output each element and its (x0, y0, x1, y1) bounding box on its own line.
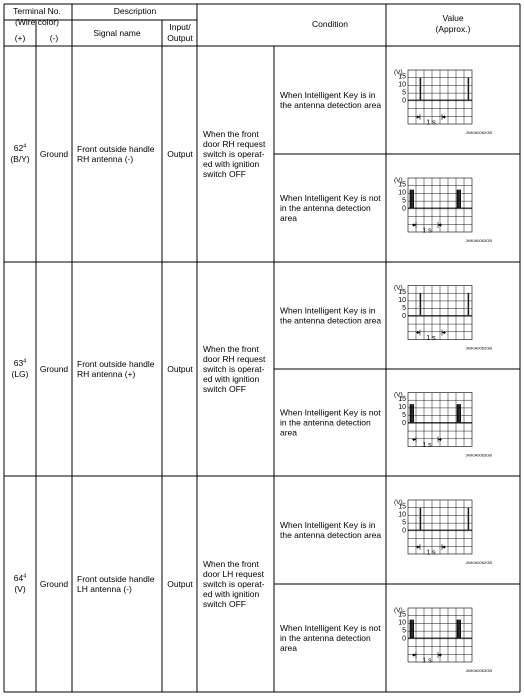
wire-color: (LG) (11, 369, 29, 379)
scope-tick-label: 10 (398, 189, 406, 197)
scope-unit-label: (V) (394, 607, 403, 614)
scope-tick-label: 0 (402, 635, 406, 643)
terminal-number (14, 573, 27, 583)
scope-tick-label: 10 (398, 81, 406, 89)
sub-condition-text: the antenna detection area (280, 315, 382, 326)
header-value: Value (442, 13, 464, 23)
scope-unit-label: (V) (394, 177, 403, 184)
scope-tick-label: 10 (398, 404, 406, 411)
condition-main: door RH request (203, 353, 266, 364)
terminal-number-value: 64 (13, 573, 24, 583)
terminal-superscript: 4 (23, 573, 27, 580)
time-scale-label: 1 s (426, 549, 436, 557)
signal-name: RH antenna (+) (77, 368, 136, 379)
header-terminal-no: Terminal No. (13, 6, 61, 16)
condition-main: switch is operat- (203, 578, 265, 589)
condition-main: switch is operat- (203, 363, 265, 374)
figure-code: JMKIA0063GB (465, 238, 492, 243)
condition-main: When the front (203, 343, 259, 354)
header-description: Description (113, 6, 157, 16)
arrow-head-icon (413, 653, 416, 656)
ground-terminal: Ground (39, 579, 69, 589)
condition-main: door RH request (203, 138, 266, 149)
condition-main: ed with ignition (203, 588, 260, 599)
terminal-number (14, 358, 27, 368)
terminal-superscript: 4 (23, 143, 27, 150)
sub-condition-text: in the antenna detection (280, 632, 371, 643)
sub-condition-text: in the antenna detection (280, 202, 371, 213)
header-minus: (-) (49, 33, 59, 43)
scope-unit-label: (V) (394, 391, 403, 399)
scope-tick-label: 5 (402, 197, 406, 205)
scope-tick-label: 15 (398, 73, 406, 81)
ground-terminal: Ground (39, 149, 69, 159)
header-plus: (+) (14, 33, 26, 43)
scope-tick-label: 15 (398, 611, 406, 619)
condition-main: When the front (203, 558, 259, 569)
figure-code: JMKIA0063GB (465, 668, 492, 673)
header-signal-name: Signal name (93, 28, 141, 38)
figure-code: JMKIA0062GB (465, 560, 492, 565)
condition-main: switch OFF (203, 598, 246, 609)
figure-code: JMKIA0063GB (465, 452, 492, 458)
input-output: Output (167, 149, 193, 159)
signal-name: Front outside handle (77, 573, 155, 584)
signal-name: RH antenna (-) (77, 153, 134, 164)
sub-condition-text: area (280, 642, 298, 653)
scope-tick-label: 0 (402, 205, 406, 213)
sub-condition-text: in the antenna detection (280, 417, 371, 428)
sub-condition-text: When Intelligent Key is not (280, 407, 381, 418)
arrow-head-icon (442, 115, 445, 118)
figure-code: JMKIA0062GB (465, 345, 492, 351)
sub-condition-text: the antenna detection area (280, 99, 382, 110)
condition-main: switch OFF (203, 383, 246, 394)
signal-name: Front outside handle (77, 358, 155, 369)
scope-tick-label: 0 (402, 97, 406, 105)
time-scale-label: 1 s (422, 442, 432, 449)
terminal-number-value: 63 (13, 358, 24, 368)
scope-unit-label: (V) (394, 69, 403, 76)
figure-code: JMKIA0062GB (465, 130, 492, 135)
ground-terminal: Ground (39, 364, 69, 374)
sub-condition-text: When Intelligent Key is not (280, 192, 381, 203)
time-scale-label: 1 s (426, 335, 436, 342)
header-input: Input/ (169, 22, 191, 32)
arrow-head-icon (438, 653, 441, 656)
scope-unit-label: (V) (394, 499, 403, 506)
condition-main: door LH request (203, 568, 264, 579)
wire-color: (B/Y) (10, 154, 30, 164)
terminal-superscript: 4 (23, 358, 27, 365)
scope-tick-label: 15 (398, 289, 406, 296)
wire-color: (V) (14, 584, 26, 594)
scope-tick-label: 0 (402, 313, 406, 320)
header-output: Output (167, 33, 193, 43)
header-wire-color: (Wire color) (15, 17, 59, 27)
header-condition: Condition (312, 19, 348, 29)
condition-main: ed with ignition (203, 373, 260, 384)
scope-tick-label: 5 (402, 412, 406, 419)
condition-main: switch is operat- (203, 148, 265, 159)
sub-condition-text: area (280, 212, 298, 223)
arrow-head-icon (442, 331, 445, 334)
signal-name: Front outside handle (77, 143, 155, 154)
arrow-head-icon (442, 545, 445, 548)
arrow-head-icon (417, 115, 420, 118)
arrow-head-icon (417, 545, 420, 548)
arrow-head-icon (438, 438, 441, 441)
scope-tick-label: 15 (398, 181, 406, 189)
waveform-in-figure (394, 69, 492, 135)
waveform-notin-figure (394, 177, 492, 243)
input-output: Output (167, 364, 193, 374)
scope-tick-label: 15 (398, 503, 406, 511)
sub-condition-text: When Intelligent Key is not (280, 622, 381, 633)
scope-tick-label: 15 (398, 396, 406, 403)
time-scale-label: 1 s (426, 119, 436, 127)
header-approx: (Approx.) (435, 24, 471, 34)
scope-tick-label: 10 (398, 619, 406, 627)
arrow-head-icon (413, 438, 416, 441)
arrow-head-icon (438, 223, 441, 226)
terminal-number-value: 62 (13, 143, 24, 153)
waveform-in-figure (394, 499, 492, 565)
waveform-notin-figure (394, 392, 492, 458)
arrow-head-icon (413, 223, 416, 226)
signal-name: LH antenna (-) (77, 583, 132, 594)
sub-condition-text: When Intelligent Key is in (280, 305, 376, 316)
scope-tick-label: 5 (402, 89, 406, 97)
condition-main: When the front (203, 128, 259, 139)
sub-condition-text: the antenna detection area (280, 529, 382, 540)
waveform-notin-figure (394, 607, 492, 673)
arrow-head-icon (417, 331, 420, 334)
scope-tick-label: 0 (402, 420, 406, 427)
scope-tick-label: 5 (402, 519, 406, 527)
time-scale-label: 1 s (422, 657, 432, 665)
scope-tick-label: 5 (402, 305, 406, 312)
sub-condition-text: When Intelligent Key is in (280, 519, 376, 530)
condition-main: ed with ignition (203, 158, 260, 169)
sub-condition-text: area (280, 427, 298, 438)
sub-condition-text: When Intelligent Key is in (280, 89, 376, 100)
scope-tick-label: 10 (398, 511, 406, 519)
condition-main: switch OFF (203, 168, 246, 179)
scope-tick-label: 10 (398, 297, 406, 304)
scope-tick-label: 5 (402, 627, 406, 635)
scope-unit-label: (V) (394, 284, 403, 292)
time-scale-label: 1 s (422, 227, 432, 235)
input-output: Output (167, 579, 193, 589)
terminal-number (14, 143, 27, 153)
scope-tick-label: 0 (402, 527, 406, 535)
waveform-in-figure (394, 285, 492, 351)
